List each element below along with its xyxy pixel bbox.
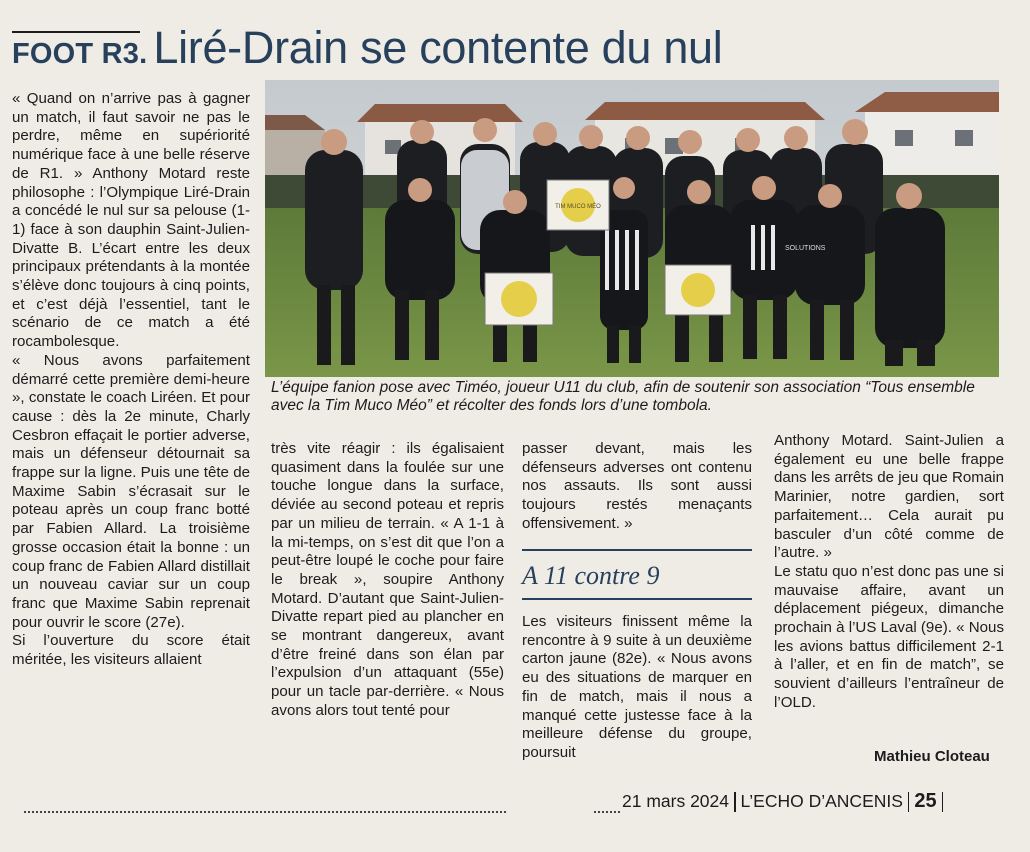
paragraph: Anthony Motard. Saint-Julien a également eu une belle frappe dans les arrêts de jeu que Romain Marinier, notre gardien, sort parfaitement… Cela aurait pu basculer d’un côté comme de l’autre. » xyxy=(774,432,1004,562)
headline xyxy=(12,22,1022,74)
photo-caption: L’équipe fanion pose avec Timéo, joueur U11 du club, afin de soutenir son association “Tous ensemble avec la Tim Muco Méo” et récolter des fonds lors d’une tombola. xyxy=(271,379,975,414)
footer-separator xyxy=(908,792,910,812)
byline: Mathieu Cloteau xyxy=(874,748,990,765)
team-photo-illustration xyxy=(265,80,999,377)
footer-dotted-rule-left xyxy=(24,811,506,813)
subheading: A 11 contre 9 xyxy=(522,561,660,590)
team-photo xyxy=(265,80,999,377)
paragraph: Le statu quo n’est donc pas une si mauvaise affaire, avant un déplacement piégeux, dimanche prochain à l’US Laval (9e). « Nous les avions battus difficilement 2-1 à l’aller, et en fin de match”, se souvient d’ailleurs l’entraîneur de l’OLD. xyxy=(774,562,1004,711)
sign-text: TIM MUCO MÉO xyxy=(555,204,601,210)
headline-title: Liré-Drain se contente du nul xyxy=(153,22,723,73)
paragraph: « Quand on n’arrive pas à gagner un match, il faut savoir ne pas le perdre, même en supériorité numérique face à une belle réserve de R1. » Anthony Motard reste philosophe : l’Olympique Liré-Drain a concédé le nul sur sa pelouse (1-1) face à son dauphin Saint-Julien-Divatte B. L’écart entre les deux principaux prétendants à la montée s’élève donc toujours à cinq points, et c’est déjà l’essentiel, tant le scénario de ce match a été rocambolesque. xyxy=(12,90,250,351)
subhead-rule-top xyxy=(522,549,752,551)
subhead-rule-bottom xyxy=(522,598,752,600)
paragraph: Si l’ouverture du score était méritée, les visiteurs allaient xyxy=(12,632,250,669)
article-column-4 xyxy=(774,432,1004,713)
footer-dotted-rule-right xyxy=(594,811,620,813)
page-footer xyxy=(622,790,948,813)
paragraph: très vite réagir : ils égalisaient quasiment dans la foulée sur une touche longue dans la surface, déviée au second poteau et repris par un milieu de terrain. « A 1-1 à la mi-temps, on s’est dit que l’on a peut-être loupé le coche pour faire le break », soupire Anthony Motard. D’autant que Saint-Julien-Divatte repart pied au plancher en se montrant dangereux, avant d’être freiné dans son élan par l’expulsion d’un attaquant (55e) pour un tacle par-derrière. « Nous avons alors tout tenté pour xyxy=(271,440,504,719)
paragraph: « Nous avons parfaitement démarré cette première demi-heure », constate le coach Liréen. Et pour cause : dès la 2e minute, Charly Cesbron effaçait le portier adverse, mais un défenseur détournait sa frappe sur la ligne. Puis une tête de Maxime Sabin s’écrasait sur le poteau après un coup franc botté par Fabien Allard. La troisième grosse occasion était la bonne : un coup franc de Fabien Allard distillait un nouveau caviar sur un coup franc que Maxime Sabin reprenait pour ouvrir le score (27e). xyxy=(12,351,250,631)
headline-kicker: FOOT R3. xyxy=(12,38,148,70)
article-column-3b xyxy=(522,613,752,763)
paragraph: Les visiteurs finissent même la rencontre à 9 suite à un deuxième carton jaune (82e). « Nous avons eu des situations de marquer en fin de match, mais il nous a manqué cette justesse face à la meilleure défense du groupe, poursuit xyxy=(522,613,752,761)
article-column-1 xyxy=(12,90,250,670)
article-column-2 xyxy=(271,440,504,721)
article-column-3 xyxy=(522,440,752,534)
footer-date: 21 mars 2024 xyxy=(622,791,730,811)
jersey-sponsor: SOLUTIONS xyxy=(785,245,826,252)
page-number: 25 xyxy=(914,790,937,812)
footer-separator xyxy=(734,792,736,812)
paragraph: passer devant, mais les défenseurs adverses ont contenu nos assauts. Ils sont aussi toujours restés menaçants offensivement. » xyxy=(522,440,752,532)
footer-publication: L’ECHO D’ANCENIS xyxy=(740,791,903,811)
footer-separator xyxy=(942,792,944,812)
